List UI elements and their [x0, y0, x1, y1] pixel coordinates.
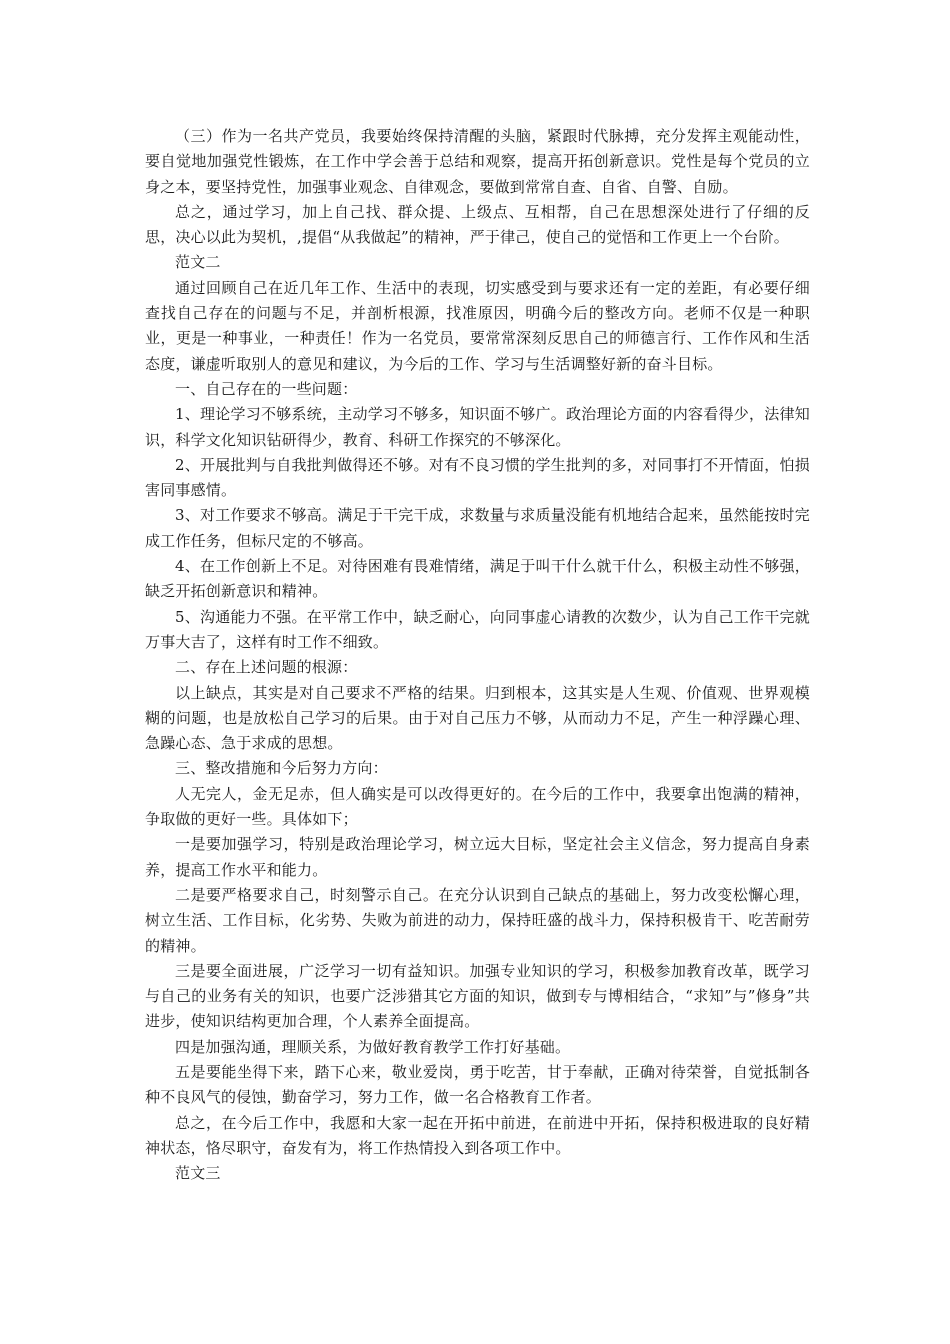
list-item-measure-3: 三是要全面进展，广泛学习一切有益知识。加强专业知识的学习，积极参加教育改革，既学习与自己的业务有关的知识，也要广泛涉猎其它方面的知识，做到专与博相结合，“求知”与”修身”共进步，使知识结构更加合理，个人素养全面提高。 [145, 961, 810, 1031]
section-heading-root-causes: 二、存在上述问题的根源： [175, 658, 358, 677]
paragraph-summary-one: 总之，通过学习，加上自己找、群众提、上级点、互相帮，自己在思想深处进行了仔细的反思，决心以此为契机，,提倡“从我做起”的精神，严于律己，使自己的觉悟和工作更上一个台阶。 [145, 202, 810, 247]
list-item-problem-4: 4、在工作创新上不足。对待困难有畏难情绪，满足于叫干什么就干什么，积极主动性不够强，缺乏开拓创新意识和精神。 [145, 557, 810, 601]
list-item-measure-5: 五是要能坐得下来，踏下心来，敬业爱岗，勇于吃苦，甘于奉献，正确对待荣誉，自觉抵制各种不良风气的侵蚀，勤奋学习，努力工作，做一名合格教育工作者。 [145, 1062, 810, 1107]
paragraph-summary-two: 总之，在今后工作中，我愿和大家一起在开拓中前进，在前进中开拓，保持积极进取的良好精神状态，恪尽职守，奋发有为，将工作热情投入到各项工作中。 [145, 1113, 810, 1157]
paragraph-party-member-self-discipline: （三）作为一名共产党员，我要始终保持清醒的头脑，紧跟时代脉搏，充分发挥主观能动性，要自觉地加强党性锻炼，在工作中学会善于总结和观察，提高开拓创新意识。党性是每个党员的立身之本，要坚持党性，加强事业观念、自律观念，要做到常常自查、自省、自警、自励。 [145, 127, 810, 196]
section-heading-problems: 一、自己存在的一些问题： [175, 379, 358, 398]
list-item-measure-1: 一是要加强学习，特别是政治理论学习，树立远大目标，坚定社会主义信念，努力提高自身素养，提高工作水平和能力。 [145, 835, 810, 879]
list-item-problem-5: 5、沟通能力不强。在平常工作中，缺乏耐心，向同事虚心请教的次数少，认为自己工作干完就万事大吉了，这样有时工作不细致。 [145, 607, 810, 651]
list-item-problem-1: 1、理论学习不够系统，主动学习不够多，知识面不够广。政治理论方面的内容看得少，法律知识，科学文化知识钻研得少，教育、科研工作探究的不够深化。 [145, 405, 810, 449]
paragraph-intro-two: 通过回顾自己在近几年工作、生活中的表现，切实感受到与要求还有一定的差距，有必要仔细查找自己存在的问题与不足，并剖析根源，找准原因，明确今后的整改方向。老师不仅是一种职业，更是一种事业，一种责任！作为一名党员，要常常深刻反思自己的师德言行、工作作风和生活态度，谦虚听取别人的意见和建议，为今后的工作、学习与生活调整好新的奋斗目标。 [145, 278, 810, 373]
paragraph-measures-intro: 人无完人，金无足赤，但人确实是可以改得更好的。在今后的工作中，我要拿出饱满的精神，争取做的更好一些。具体如下； [145, 784, 810, 829]
list-item-measure-2: 二是要严格要求自己，时刻警示自己。在充分认识到自己缺点的基础上，努力改变松懈心理，树立生活、工作目标，化劣势、失败为前进的动力，保持旺盛的战斗力，保持积极肯干、吃苦耐劳的精神。 [145, 885, 810, 955]
list-item-measure-4: 四是加强沟通，理顺关系，为做好教育教学工作打好基础。 [175, 1037, 571, 1056]
document-body [145, 124, 810, 1186]
list-item-problem-2: 2、开展批判与自我批判做得还不够。对有不良习惯的学生批判的多，对同事打不开情面，怕损害同事感情。 [145, 455, 810, 500]
list-item-problem-3: 3、对工作要求不够高。满足于干完干成，求数量与求质量没能有机地结合起来，虽然能按时完成工作任务，但标尺定的不够高。 [145, 506, 810, 550]
heading-sample-two: 范文二 [175, 253, 221, 272]
section-heading-measures: 三、整改措施和今后努力方向： [175, 759, 388, 778]
paragraph-root-causes: 以上缺点，其实是对自己要求不严格的结果。归到根本，这其实是人生观、价值观、世界观模糊的问题，也是放松自己学习的后果。由于对自己压力不够，从而动力不足，产生一种浮躁心理、急躁心态、急于求成的思想。 [145, 683, 810, 753]
heading-sample-three: 范文三 [175, 1164, 221, 1183]
